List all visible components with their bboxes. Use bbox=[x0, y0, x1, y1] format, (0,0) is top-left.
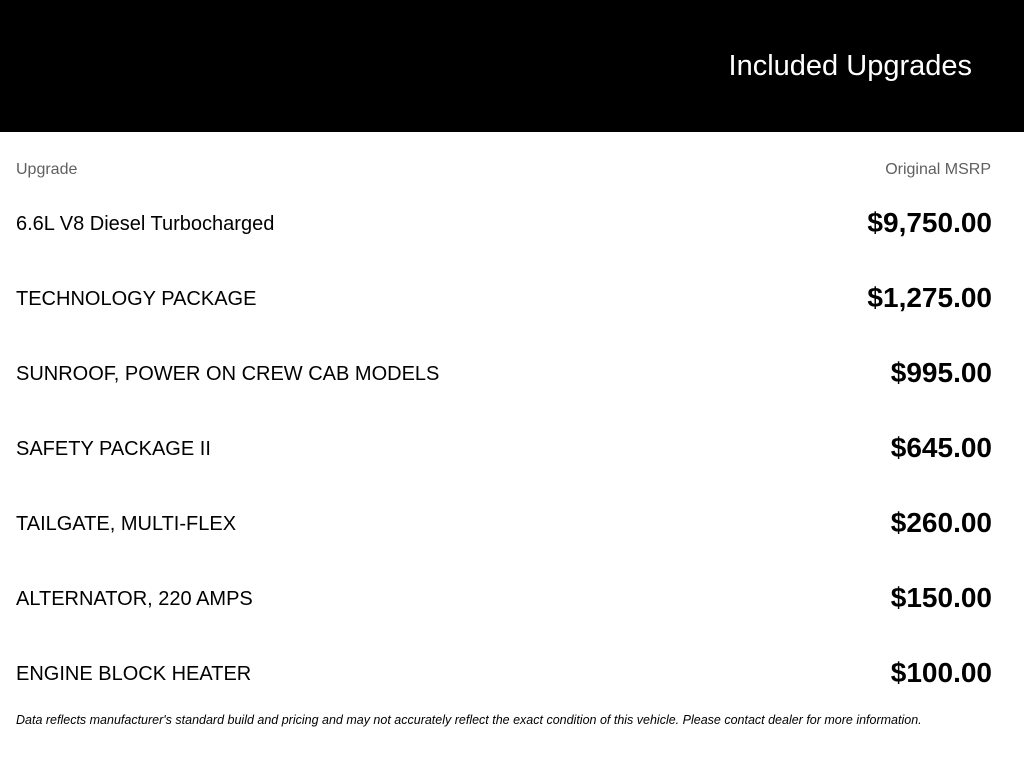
upgrade-row bbox=[0, 427, 1024, 467]
upgrade-name: 6.6L V8 Diesel Turbocharged bbox=[16, 213, 275, 235]
upgrade-row bbox=[0, 202, 1024, 242]
upgrade-row bbox=[0, 652, 1024, 692]
upgrade-row bbox=[0, 352, 1024, 392]
upgrade-price: $995.00 bbox=[890, 357, 992, 388]
upgrade-row bbox=[0, 277, 1024, 317]
upgrade-price: $100.00 bbox=[890, 657, 992, 688]
disclaimer-text: Data reflects manufacturer's standard build and pricing and may not accurately reflect the exact condition of this vehicle. Please contact dealer for more information. bbox=[16, 713, 922, 727]
upgrade-row bbox=[0, 577, 1024, 617]
upgrade-name: SUNROOF, POWER ON CREW CAB MODELS bbox=[16, 363, 440, 385]
upgrade-name: TAILGATE, MULTI-FLEX bbox=[16, 513, 237, 535]
upgrade-price: $1,275.00 bbox=[867, 282, 992, 313]
upgrade-price: $9,750.00 bbox=[867, 207, 992, 238]
upgrade-name: TECHNOLOGY PACKAGE bbox=[16, 288, 257, 310]
column-header-upgrade: Upgrade bbox=[16, 161, 78, 178]
upgrade-name: ALTERNATOR, 220 AMPS bbox=[16, 588, 253, 610]
upgrade-row bbox=[0, 502, 1024, 542]
column-header-msrp: Original MSRP bbox=[885, 161, 991, 178]
upgrade-name: SAFETY PACKAGE II bbox=[16, 438, 211, 460]
header-bar bbox=[0, 0, 1024, 132]
upgrade-price: $645.00 bbox=[890, 432, 992, 463]
upgrade-name: ENGINE BLOCK HEATER bbox=[16, 663, 252, 685]
upgrade-price: $260.00 bbox=[890, 507, 992, 538]
page-title: Included Upgrades bbox=[728, 50, 972, 82]
upgrade-price: $150.00 bbox=[890, 582, 992, 613]
